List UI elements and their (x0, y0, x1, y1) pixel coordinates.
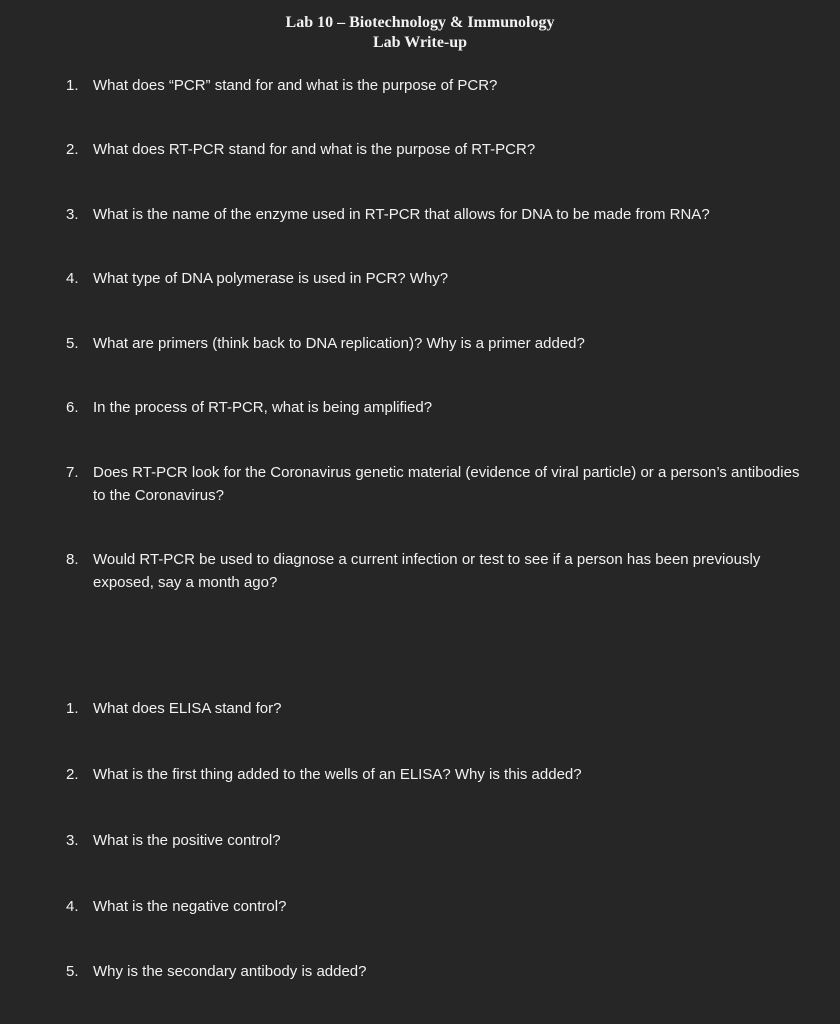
question-text: What does “PCR” stand for and what is the purpose of PCR? (93, 77, 498, 94)
question-text: Does RT-PCR look for the Coronavirus genetic material (evidence of viral particle) or a person’s antibodies to the Coronavirus? (93, 464, 800, 504)
question-text: What does RT-PCR stand for and what is the purpose of RT-PCR? (93, 141, 536, 158)
question-number: 3. (66, 832, 79, 849)
pcr-question-6 (66, 397, 806, 420)
page-title: Lab 10 – Biotechnology & Immunology (285, 14, 555, 31)
question-number: 4. (66, 898, 79, 915)
elisa-question-4 (66, 896, 806, 919)
question-number: 2. (66, 141, 79, 158)
question-number: 5. (66, 335, 79, 352)
question-number: 2. (66, 766, 79, 783)
page-subtitle: Lab Write-up (372, 34, 468, 51)
pcr-question-4 (66, 268, 806, 291)
question-text: Would RT-PCR be used to diagnose a current infection or test to see if a person has been previously exposed, say a month ago? (93, 551, 761, 591)
question-text: What type of DNA polymerase is used in PCR? Why? (93, 270, 449, 287)
question-number: 5. (66, 963, 79, 980)
elisa-question-5 (66, 961, 806, 984)
question-number: 1. (66, 77, 79, 94)
pcr-question-1 (66, 75, 806, 98)
pcr-question-8 (66, 549, 806, 594)
question-text: What is the positive control? (93, 832, 281, 849)
question-number: 1. (66, 700, 79, 717)
question-text: What is the negative control? (93, 898, 287, 915)
question-number: 4. (66, 270, 79, 287)
question-number: 7. (66, 464, 79, 481)
pcr-question-2 (66, 139, 806, 162)
question-text: What are primers (think back to DNA replication)? Why is a primer added? (93, 335, 585, 352)
pcr-question-7 (66, 462, 806, 507)
question-text: Why is the secondary antibody is added? (93, 963, 367, 980)
pcr-question-3 (66, 204, 806, 227)
question-text: What is the name of the enzyme used in RT-PCR that allows for DNA to be made from RNA? (93, 206, 710, 223)
elisa-question-2 (66, 764, 806, 787)
question-text: What does ELISA stand for? (93, 700, 282, 717)
question-text: What is the first thing added to the wells of an ELISA? Why is this added? (93, 766, 582, 783)
question-text: In the process of RT-PCR, what is being amplified? (93, 399, 433, 416)
elisa-question-1 (66, 698, 806, 721)
question-number: 6. (66, 399, 79, 416)
pcr-question-5 (66, 333, 806, 356)
question-number: 8. (66, 551, 79, 568)
question-number: 3. (66, 206, 79, 223)
elisa-question-3 (66, 830, 806, 853)
